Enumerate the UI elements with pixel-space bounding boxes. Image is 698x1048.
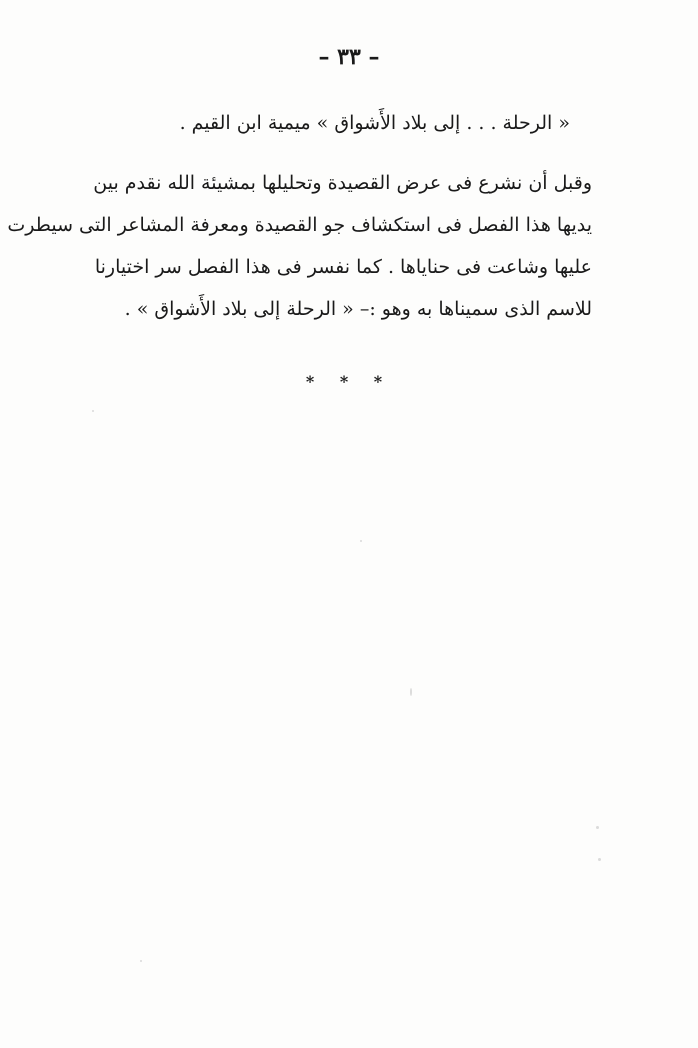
page-number: – ٣٣ – bbox=[318, 44, 380, 70]
opening-title-line: « الرحلة . . . إلى بلاد الأَشواق » ميمية ابن القيم . bbox=[179, 112, 570, 134]
paragraph-line: للاسم الذى سميناها به وهو :– « الرحلة إلى بلاد الأَشواق » . bbox=[124, 298, 592, 320]
section-separator: * * * bbox=[305, 372, 393, 391]
scan-speck bbox=[598, 858, 601, 861]
scan-speck bbox=[92, 410, 94, 412]
paragraph-line: عليها وشاعت فى حناياها . كما نفسر فى هذا الفصل سر اختيارنا bbox=[94, 256, 592, 278]
scan-speck bbox=[410, 688, 412, 696]
body-paragraph bbox=[7, 162, 592, 330]
scan-speck bbox=[596, 826, 599, 829]
paragraph-line: يديها هذا الفصل فى استكشاف جو القصيدة ومعرفة المشاعر التى سيطرت bbox=[7, 214, 592, 236]
paragraph-line: وقبل أن نشرع فى عرض القصيدة وتحليلها بمشيئة الله نقدم بين bbox=[93, 172, 592, 194]
scan-speck bbox=[140, 960, 142, 962]
scan-speck bbox=[360, 540, 362, 542]
